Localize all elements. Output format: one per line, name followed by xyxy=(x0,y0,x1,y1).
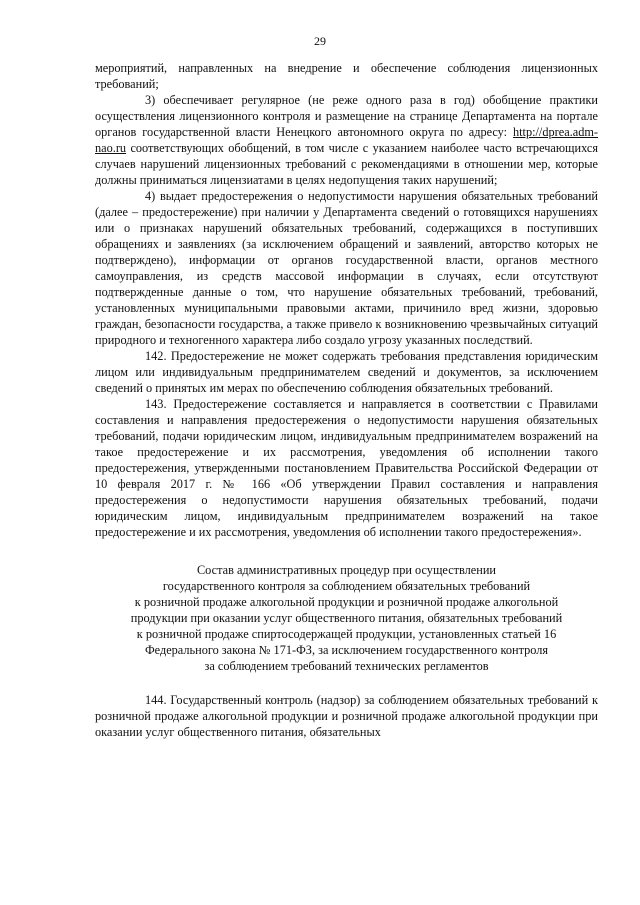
paragraph-144: 144. Государственный контроль (надзор) за соблюдением обязательных требований к розничной продаже алкогольной продукции и розничной продаже алкогольной продукции при оказании услуг общественного питания, обязательных xyxy=(95,693,598,739)
section-heading xyxy=(95,562,598,674)
heading-line: продукции при оказании услуг общественного питания, обязательных требований xyxy=(130,611,563,625)
paragraph-item-3 xyxy=(95,92,598,188)
heading-line: Федерального закона № 171-ФЗ, за исключением государственного контроля xyxy=(144,643,549,657)
heading-line: государственного контроля за соблюдением обязательных требований xyxy=(162,579,531,593)
heading-line: за соблюдением требований технических регламентов xyxy=(204,659,489,673)
paragraph-item-3-tail: соответствующих обобщений, в том числе с указанием наиболее часто встречающихся случаев нарушений лицензионных требований с рекомендациями в отношении мер, которые должны приниматься лицензиатами в целях недопущения таких нарушений; xyxy=(95,141,599,187)
heading-line: Состав административных процедур при осуществлении xyxy=(196,563,497,577)
paragraph-item-3-text: 3) обеспечивает регулярное (не реже одного раза в год) обобщение практики осуществления лицензионного контроля и размещение на странице Департамента на портале органов государственной власти Ненецкого автономного округа по адресу: xyxy=(95,93,598,139)
page-number: 29 xyxy=(314,34,326,48)
portal-link[interactable]: http://dprea.adm-nao.ru xyxy=(95,125,598,155)
heading-line: к розничной продаже алкогольной продукции и розничной продаже алкогольной xyxy=(134,595,559,609)
paragraph-continuation: мероприятий, направленных на внедрение и обеспечение соблюдения лицензионных требований; xyxy=(95,61,598,91)
paragraph-item-4: 4) выдает предостережения о недопустимости нарушения обязательных требований (далее – предостережение) при наличии у Департамента сведений о готовящихся нарушениях или о признаках нарушений обязательных требований, содержащихся в поступивших обращениях и заявлениях (за исключением обращений и заявлений, авторство которых не подтверждено), информации от органов государственной власти, органов местного самоуправления, из средств массовой информации в случаях, если отсутствуют подтвержденные данные о том, что нарушение обязательных требований, требований, установленных муниципальными правовыми актами, причинило вред жизни, здоровью граждан, безопасности государства, а также привело к возникновению чрезвычайных ситуаций природного и техногенного характера либо создало угрозу указанных последствий. xyxy=(95,189,598,347)
paragraph-142: 142. Предостережение не может содержать требования представления юридическим лицом или индивидуальным предпринимателем сведений и документов, за исключением сведений о принятых им мерах по обеспечению соблюдения обязательных требований. xyxy=(95,349,598,395)
paragraph-143: 143. Предостережение составляется и направляется в соответствии с Правилами составления и направления предостережения о недопустимости нарушения обязательных требований, подачи юридическим лицом, индивидуальным предпринимателем возражений на такое предостережение и их рассмотрения, уведомления об исполнении такого предостережения, утвержденными постановлением Правительства Российской Федерации от 10 февраля 2017 г. № 166 «Об утверждении Правил составления и направления предостережения о недопустимости нарушения обязательных требований, подачи юридическим лицом, индивидуальным предпринимателем возражений на такое предостережение и их рассмотрения, уведомления об исполнении такого предостережения». xyxy=(95,397,598,539)
document-body xyxy=(95,60,598,740)
heading-line: к розничной продаже спиртосодержащей продукции, установленных статьей 16 xyxy=(136,627,557,641)
